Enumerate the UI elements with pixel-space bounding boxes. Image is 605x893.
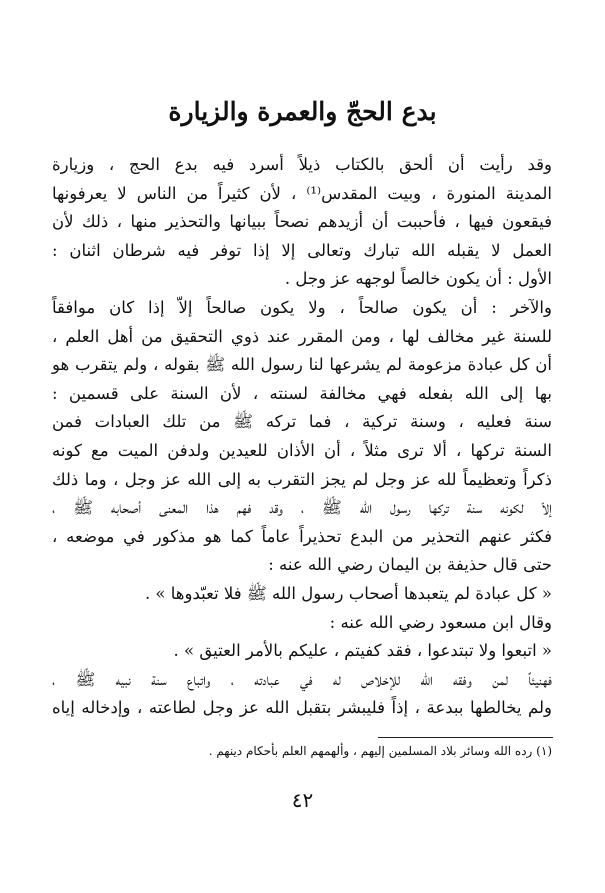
text-line: السنة تركها ، ألا ترى مثلاً ، أن الأذان للعيدين ولدفن الميت مع كونه <box>52 440 552 460</box>
page-number: ٤٢ <box>291 788 314 812</box>
text-line: الأول : أن يكون خالصاً لوجهه عز وجل . <box>284 269 552 289</box>
quote-line: « اتبعوا ولا تبتدعوا ، فقد كفيتم ، عليكم بالأمر العتيق » . <box>173 641 552 661</box>
text-line: وقد رأيت أن ألحق بالكتاب ذيلاً أسرد فيه بدع الحج ، وزيارة <box>52 155 552 174</box>
text-line: فيقعون فيها ، فأحببت أن أزيدهم نصحاً ببيانها والتحذير منها ، ذلك لأن <box>52 212 552 232</box>
text-line: للسنة غير مخالف لها ، ومن المقرر عند ذوي التحقيق من أهل العلم ، <box>52 326 552 346</box>
quote-line: « كل عبادة لم يتعبدها أصحاب رسول الله ﷺ فلا تعبّدوها » . <box>144 583 552 603</box>
text-line: بها إلى الله بفعله فهي مخالفة لسنته ، لأن السنة على قسمين : <box>52 383 552 403</box>
footnote-divider <box>378 737 553 738</box>
text-line: العمل لا يقبله الله تبارك وتعالى إلا إذا توفر فيه شرطان اثنان : <box>52 240 552 260</box>
text-line: ذكراً وتعظيماً لله عز وجل لم يجز التقرب به إلى الله عز وجل ، وما ذلك <box>52 469 552 489</box>
text-line: والآخر : أن يكون صالحاً ، ولا يكون صالحاً إلاّ إذا كان موافقاً <box>52 297 552 317</box>
text-line: فهنيئاً لمن وفقه الله للإخلاص له في عبادته ، واتباع سنة نبيه ﷺ ، <box>52 669 552 689</box>
text-line: حتى قال حذيفة بن اليمان رضي الله عنه : <box>268 555 552 575</box>
text-line: فكثر عنهم التحذير من البدع تحذيراً عاماً كما هو مذكور في موضعه ، <box>52 526 552 546</box>
text-line: المدينة المنورة ، وبيت المقدس⁽¹⁾ ، لأن كثيراً من الناس لا يعرفونها <box>52 183 552 203</box>
text-line: ولم يخالطها ببدعة ، إذاً فليبشر بتقبل الله عز وجل لطاعته ، وإدخاله إياه <box>52 698 552 718</box>
text-line: سنة فعليه ، وسنة تركية ، فما تركه ﷺ من تلك العبادات فمن <box>52 412 552 432</box>
text-line: أن كل عبادة مزعومة لم يشرعها لنا رسول الله ﷺ بقوله ، ولم يتقرب هو <box>52 355 552 375</box>
body-text <box>52 151 552 723</box>
text-line: وقال ابن مسعود رضي الله عنه : <box>329 612 552 632</box>
text-line: إلاّ لكونه سنة تركها رسول الله ﷺ ، وقد فهم هذا المعنى أصحابه ﷺ ، <box>52 498 552 518</box>
chapter-title: بدع الحجّ والعمرة والزيارة <box>168 97 437 126</box>
footnote: (١) رده الله وسائر بلاد المسلمين إليهم ، وألهمهم العلم بأحكام دينهم . <box>208 744 552 758</box>
